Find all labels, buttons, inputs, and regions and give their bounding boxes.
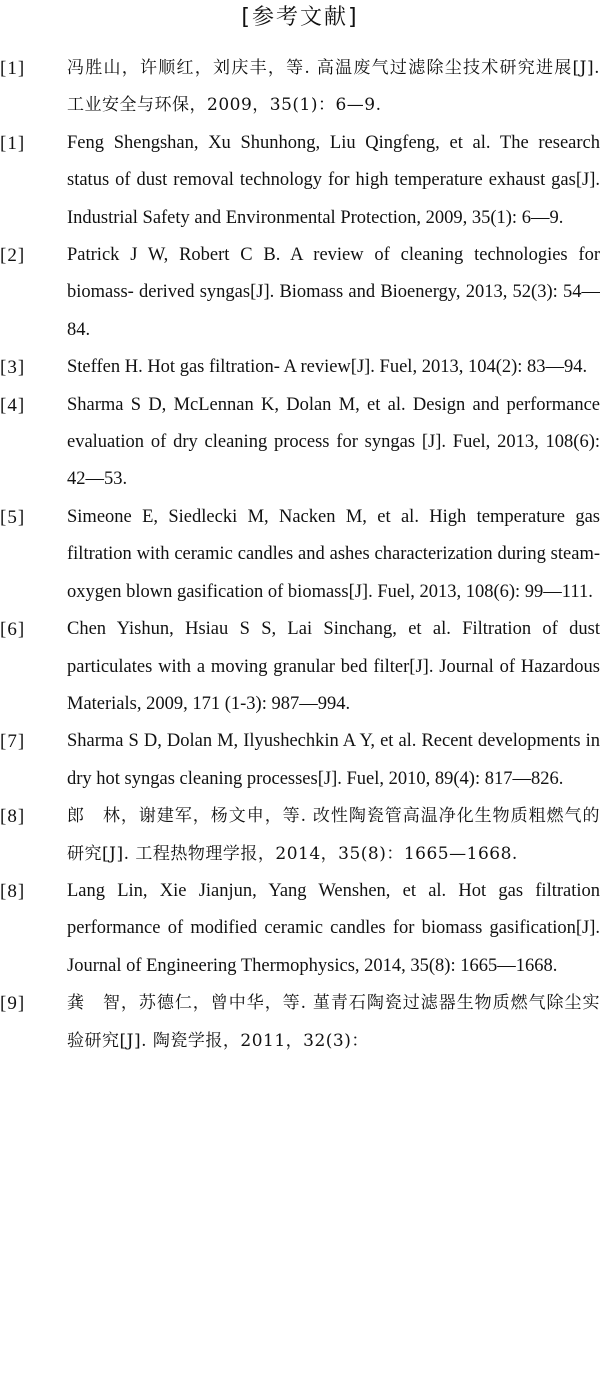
reference-number: [8] xyxy=(0,880,26,902)
reference-number: [5] xyxy=(0,506,26,528)
reference-text: Sharma S D, Dolan M, Ilyushechkin A Y, et al. Recent developments in dry hot syngas cleaning processes[J]. Fuel, 2010, 89(4): 817—826. xyxy=(67,731,600,789)
reference-item xyxy=(0,985,600,1060)
reference-list xyxy=(0,50,600,1060)
reference-item xyxy=(0,349,600,386)
reference-text: Chen Yishun, Hsiau S S, Lai Sinchang, et al. Filtration of dust particulates with a moving granular bed filter[J]. Journal of Hazardous Materials, 2009, 171 (1-3): 987—994. xyxy=(67,619,600,714)
reference-number: [6] xyxy=(0,619,26,641)
reference-number: [4] xyxy=(0,394,26,416)
references-heading: [参考文献] xyxy=(241,5,359,30)
reference-text: Patrick J W, Robert C B. A review of cleaning technologies for biomass- derived syngas[J]. Biomass and Bioenergy, 2013, 52(3): 54—84. xyxy=(67,245,600,340)
reference-number: [1] xyxy=(0,58,26,79)
reference-text: 郎 林，谢建军，杨文申，等. 改性陶瓷管高温净化生物质粗燃气的研究[J]. 工程热物理学报，2014，35(8)：1665—1668. xyxy=(67,806,600,864)
reference-text: Simeone E, Siedlecki M, Nacken M, et al. High temperature gas filtration with ceramic candles and ashes characterization during steam-oxygen blown gasification of biomass[J]. Fuel, 2013, 108(6): 99—111. xyxy=(67,506,600,602)
reference-text: Steffen H. Hot gas filtration- A review[J]. Fuel, 2013, 104(2): 83—94. xyxy=(67,357,588,378)
reference-text: Feng Shengshan, Xu Shunhong, Liu Qingfeng, et al. The research status of dust removal technology for high temperature exhaust gas[J]. Industrial Safety and Environmental Protection, 2009, 35(1): 6—9. xyxy=(67,132,600,228)
reference-text: 冯胜山，许顺红，刘庆丰，等. 高温废气过滤除尘技术研究进展[J]. 工业安全与环保，2009，35(1)：6—9. xyxy=(67,58,600,116)
reference-text: Sharma S D, McLennan K, Dolan M, et al. Design and performance evaluation of dry cleaning process for syngas [J]. Fuel, 2013, 108(6): 42—53. xyxy=(67,394,600,490)
reference-text: 龚 智，苏德仁，曾中华，等. 堇青石陶瓷过滤器生物质燃气除尘实验研究[J]. 陶瓷学报，2011，32(3)： xyxy=(67,993,600,1051)
reference-number: [7] xyxy=(0,731,26,753)
reference-number: [1] xyxy=(0,132,26,154)
reference-item xyxy=(0,125,600,237)
reference-item xyxy=(0,237,600,349)
reference-item xyxy=(0,798,600,873)
reference-item xyxy=(0,611,600,723)
reference-number: [9] xyxy=(0,993,26,1015)
reference-item xyxy=(0,387,600,499)
reference-text: Lang Lin, Xie Jianjun, Yang Wenshen, et al. Hot gas filtration performance of modified ceramic candles for biomass gasification[J]. Journal of Engineering Thermophysics, 2014, 35(8): 1665—1668. xyxy=(67,880,600,976)
reference-number: [2] xyxy=(0,245,26,267)
reference-number: [3] xyxy=(0,357,26,379)
reference-item xyxy=(0,499,600,611)
reference-item xyxy=(0,50,600,125)
reference-item xyxy=(0,873,600,985)
reference-number: [8] xyxy=(0,806,26,828)
reference-item xyxy=(0,723,600,798)
